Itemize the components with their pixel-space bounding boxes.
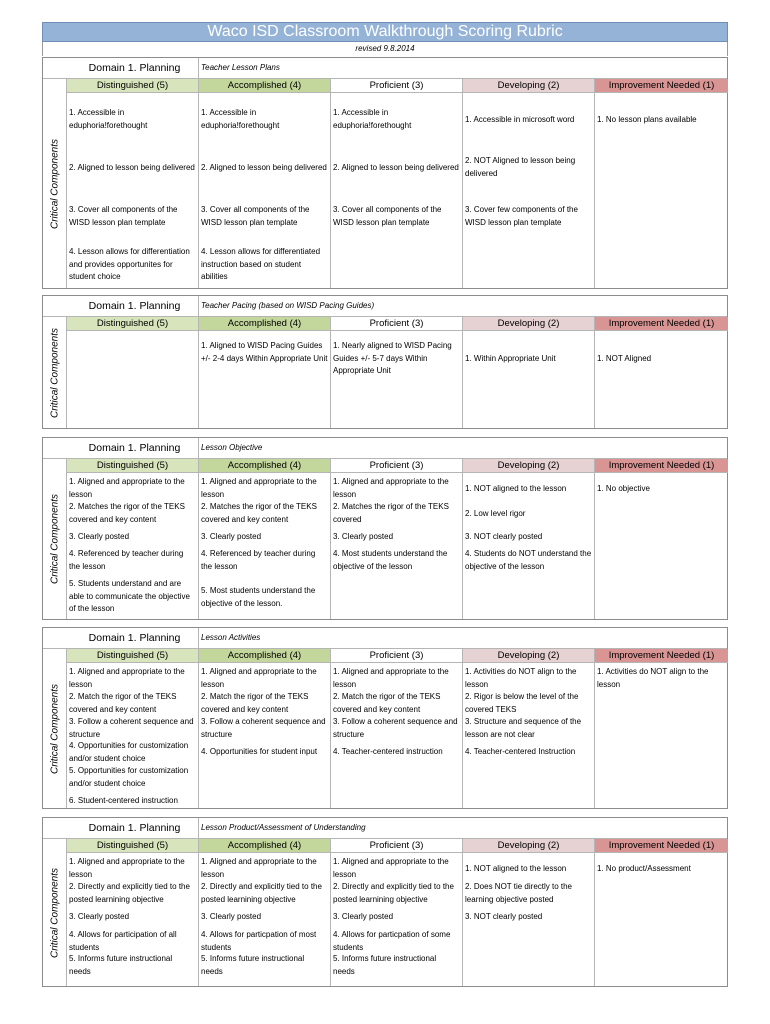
header-proficient: Proficient (3)	[331, 649, 463, 663]
criterion-3: 3. Cover all components of the WISD lesson plan template	[201, 205, 310, 227]
criterion-1: 1. Aligned and appropriate to the lesson	[69, 667, 185, 689]
column-accomplished	[199, 93, 331, 288]
criterion-3: 3. Clearly posted	[333, 912, 394, 921]
header-proficient: Proficient (3)	[331, 317, 463, 331]
criterion-4: 4. Teacher-centered instruction	[333, 747, 443, 756]
criterion-2: 2. Aligned to lesson being delivered	[201, 163, 327, 172]
criterion-3: 3. Follow a coherent sequence and structure	[69, 717, 194, 739]
section-header	[43, 58, 727, 79]
criterion-4: 4. Allows for particpation of most students	[201, 930, 317, 952]
criterion-1: 1. Aligned and appropriate to the lesson	[201, 477, 317, 499]
criterion-2: 2. Matches the rigor of the TEKS covered and key content	[69, 502, 185, 524]
column-distinguished	[67, 331, 199, 428]
section-teacher-pacing	[42, 295, 728, 429]
header-accomplished: Accomplished (4)	[199, 459, 331, 473]
criterion-5: 5. Opportunities for customization and/or student choice	[69, 766, 189, 788]
side-label-cell	[43, 79, 67, 288]
side-label-cell	[43, 649, 67, 808]
criterion-4: 4. Most students understand the objective of the lesson	[333, 549, 448, 571]
section-header	[43, 818, 727, 839]
criterion-3: 3. NOT clearly posted	[465, 912, 543, 921]
criterion-1: 1. No lesson plans available	[597, 115, 697, 124]
header-developing: Developing (2)	[463, 317, 595, 331]
side-label-cell	[43, 839, 67, 986]
criterion-5: 5. Informs future instructional needs	[201, 954, 305, 976]
criterion-2: 2. Directly and explicitly tied to the posted learnining objective	[201, 882, 322, 904]
header-distinguished: Distinguished (5)	[67, 79, 199, 93]
criterion-1: 1. NOT aligned to the lesson	[465, 484, 567, 493]
criterion-1: 1. Accessible in microsoft word	[465, 115, 575, 124]
column-developing	[463, 93, 595, 288]
criterion-4: 4. Opportunities for student input	[201, 747, 318, 756]
header-improvement: Improvement Needed (1)	[595, 317, 728, 331]
revision-date: revised 9.8.2014	[42, 42, 728, 56]
section-lesson-activities	[42, 627, 728, 809]
header-improvement: Improvement Needed (1)	[595, 839, 728, 853]
criterion-2: 2. Directly and explicitly tied to the posted learnining objective	[333, 882, 454, 904]
column-accomplished	[199, 663, 331, 808]
criterion-1: 1. NOT Aligned	[597, 354, 652, 363]
criterion-1: 1. Within Appropriate Unit	[465, 354, 556, 363]
header-developing: Developing (2)	[463, 649, 595, 663]
column-distinguished	[67, 663, 199, 808]
criterion-3: 3. Clearly posted	[201, 912, 262, 921]
header-accomplished: Accomplished (4)	[199, 317, 331, 331]
criterion-1: 1. Aligned and appropriate to the lesson	[69, 857, 185, 879]
criterion-2: 2. Low level rigor	[465, 509, 526, 518]
column-proficient	[331, 93, 463, 288]
criterion-1: 1. Aligned and appropriate to the lesson	[201, 667, 317, 689]
criterion-3: 3. Follow a coherent sequence and structure	[333, 717, 458, 739]
topic-label: Lesson Objective	[201, 443, 263, 452]
criterion-1: 1. Accessible in eduphoria!forethought	[201, 108, 280, 130]
side-label: Critical Components	[49, 867, 61, 958]
header-improvement: Improvement Needed (1)	[595, 79, 728, 93]
criterion-3: 3. Cover few components of the WISD lesson plan template	[465, 205, 578, 227]
column-proficient	[331, 473, 463, 619]
topic-label: Teacher Pacing (based on WISD Pacing Guides)	[201, 301, 375, 310]
topic-label: Lesson Product/Assessment of Understanding	[201, 823, 366, 832]
criterion-1: 1. Aligned and appropriate to the lesson	[333, 667, 449, 689]
criterion-2: 2. Match the rigor of the TEKS covered and key content	[69, 692, 177, 714]
column-developing	[463, 663, 595, 808]
criterion-2: 2. Aligned to lesson being delivered	[333, 163, 459, 172]
criterion-2: 2. Directly and explicitly tied to the posted learnining objective	[69, 882, 190, 904]
criterion-1: 1. Aligned and appropriate to the lesson	[333, 477, 449, 499]
criterion-3: 3. Structure and sequence of the lesson are not clear	[465, 717, 582, 739]
criterion-1: 1. NOT aligned to the lesson	[465, 864, 567, 873]
domain-label: Domain 1. Planning	[43, 818, 199, 838]
column-proficient	[331, 853, 463, 986]
criterion-1: 1. Accessible in eduphoria!forethought	[69, 108, 148, 130]
section-lesson-plans	[42, 57, 728, 289]
header-distinguished: Distinguished (5)	[67, 459, 199, 473]
column-developing	[463, 331, 595, 428]
criterion-1: 1. No product/Assessment	[597, 864, 691, 873]
column-improvement	[595, 473, 728, 619]
criterion-2: 2. Matches the rigor of the TEKS covered	[333, 502, 449, 524]
header-improvement: Improvement Needed (1)	[595, 649, 728, 663]
criterion-1: 1. No objective	[597, 484, 650, 493]
header-accomplished: Accomplished (4)	[199, 649, 331, 663]
column-developing	[463, 473, 595, 619]
section-lesson-objective	[42, 437, 728, 620]
header-distinguished: Distinguished (5)	[67, 649, 199, 663]
criterion-4: 4. Teacher-centered Instruction	[465, 747, 576, 756]
header-proficient: Proficient (3)	[331, 459, 463, 473]
criterion-3: 3. Clearly posted	[69, 912, 130, 921]
criterion-4: 4. Referenced by teacher during the lesson	[201, 549, 316, 571]
criterion-2: 2. Aligned to lesson being delivered	[69, 163, 195, 172]
criterion-4: 4. Lesson allows for differentiated instruction based on student abilities	[201, 247, 321, 281]
header-developing: Developing (2)	[463, 79, 595, 93]
criterion-4: 4. Lesson allows for differentiation and provides opportunites for student choice	[69, 247, 190, 281]
side-label: Critical Components	[49, 138, 61, 229]
side-label: Critical Components	[49, 327, 61, 418]
header-distinguished: Distinguished (5)	[67, 317, 199, 331]
topic-label: Teacher Lesson Plans	[201, 63, 280, 72]
section-header	[43, 296, 727, 317]
criterion-1: 1. Aligned and appropriate to the lesson	[201, 857, 317, 879]
column-developing	[463, 853, 595, 986]
column-distinguished	[67, 93, 199, 288]
side-label-cell	[43, 459, 67, 619]
domain-label: Domain 1. Planning	[43, 438, 199, 458]
section-header	[43, 628, 727, 649]
criterion-5: 5. Informs future instructional needs	[333, 954, 437, 976]
criterion-3: 3. Clearly posted	[333, 532, 394, 541]
domain-label: Domain 1. Planning	[43, 58, 199, 78]
header-distinguished: Distinguished (5)	[67, 839, 199, 853]
criterion-4: 4. Students do NOT understand the objective of the lesson	[465, 549, 592, 571]
criterion-6: 6. Student-centered instruction	[69, 796, 178, 805]
criterion-2: 2. Match the rigor of the TEKS covered and key content	[333, 692, 441, 714]
criterion-1: 1. Activities do NOT align to the lesson	[465, 667, 577, 689]
criterion-2: 2. Rigor is below the level of the covered TEKS	[465, 692, 579, 714]
criterion-1: 1. Nearly aligned to WISD Pacing Guides +/- 5-7 days Within Appropriate Unit	[333, 341, 452, 375]
header-accomplished: Accomplished (4)	[199, 79, 331, 93]
column-accomplished	[199, 473, 331, 619]
criterion-5: 5. Informs future instructional needs	[69, 954, 173, 976]
page-title: Waco ISD Classroom Walkthrough Scoring Rubric	[42, 22, 728, 42]
header-proficient: Proficient (3)	[331, 79, 463, 93]
criterion-1: 1. Accessible in eduphoria!forethought	[333, 108, 412, 130]
column-improvement	[595, 853, 728, 986]
side-label: Critical Components	[49, 683, 61, 774]
column-improvement	[595, 331, 728, 428]
topic-label: Lesson Activities	[201, 633, 261, 642]
column-distinguished	[67, 473, 199, 619]
header-improvement: Improvement Needed (1)	[595, 459, 728, 473]
side-label: Critical Components	[49, 493, 61, 585]
criterion-4: 4. Allows for participation of all students	[69, 930, 177, 952]
criterion-3: 3. Clearly posted	[201, 532, 262, 541]
column-improvement	[595, 93, 728, 288]
section-header	[43, 438, 727, 459]
criterion-4: 4. Referenced by teacher during the lesson	[69, 549, 184, 571]
header-accomplished: Accomplished (4)	[199, 839, 331, 853]
criterion-2: 2. NOT Aligned to lesson being delivered	[465, 156, 576, 178]
column-proficient	[331, 663, 463, 808]
column-proficient	[331, 331, 463, 428]
criterion-2: 2. Matches the rigor of the TEKS covered and key content	[201, 502, 317, 524]
header-developing: Developing (2)	[463, 459, 595, 473]
criterion-5: 5. Students understand and are able to communicate the objective of the lesson	[69, 579, 190, 613]
criterion-3: 3. Cover all components of the WISD lesson plan template	[333, 205, 442, 227]
header-developing: Developing (2)	[463, 839, 595, 853]
criterion-5: 5. Most students understand the objective of the lesson.	[201, 586, 316, 608]
column-accomplished	[199, 331, 331, 428]
header-proficient: Proficient (3)	[331, 839, 463, 853]
criterion-2: 2. Does NOT tie directly to the learning objective posted	[465, 882, 573, 904]
column-distinguished	[67, 853, 199, 986]
criterion-2: 2. Match the rigor of the TEKS covered and key content	[201, 692, 309, 714]
column-improvement	[595, 663, 728, 808]
section-lesson-product	[42, 817, 728, 987]
column-accomplished	[199, 853, 331, 986]
criterion-4: 4. Opportunities for customization and/or student choice	[69, 741, 189, 763]
criterion-4: 4. Allows for particpation of some students	[333, 930, 451, 952]
criterion-1: 1. Aligned and appropriate to the lesson	[69, 477, 185, 499]
criterion-1: 1. Aligned and appropriate to the lesson	[333, 857, 449, 879]
criterion-1: 1. Aligned to WISD Pacing Guides +/- 2-4 days Within Appropriate Unit	[201, 341, 328, 363]
domain-label: Domain 1. Planning	[43, 628, 199, 648]
domain-label: Domain 1. Planning	[43, 296, 199, 316]
criterion-3: 3. Cover all components of the WISD lesson plan template	[69, 205, 178, 227]
criterion-3: 3. Clearly posted	[69, 532, 130, 541]
criterion-1: 1. Activities do NOT align to the lesson	[597, 667, 709, 689]
criterion-3: 3. NOT clearly posted	[465, 532, 543, 541]
side-label-cell	[43, 317, 67, 428]
criterion-3: 3. Follow a coherent sequence and structure	[201, 717, 326, 739]
